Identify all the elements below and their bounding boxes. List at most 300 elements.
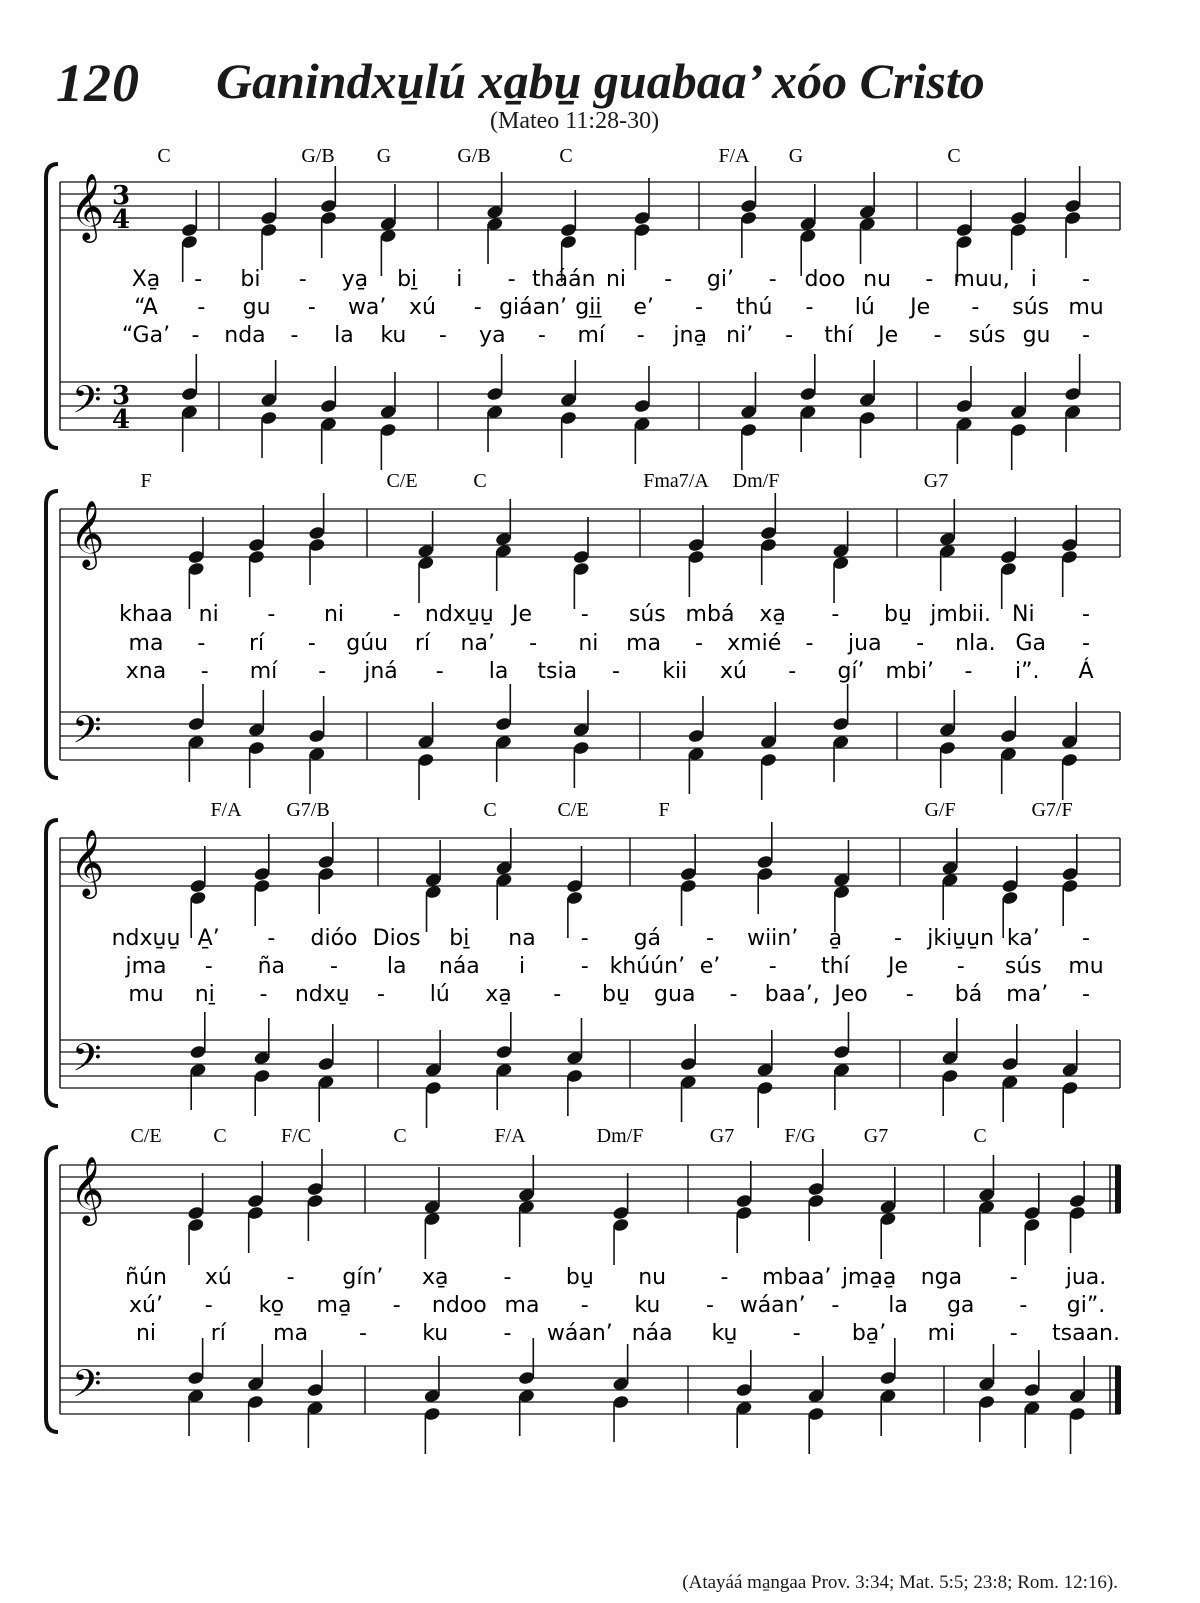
bass-note (566, 1068, 584, 1116)
tenor-note (306, 1350, 324, 1398)
soprano-note (1023, 1173, 1041, 1221)
chord-symbol: C/E (557, 799, 589, 821)
chord-symbol: F/A (718, 145, 750, 167)
lyric-hyphen: - (267, 602, 276, 627)
bass-note (181, 404, 199, 452)
bass-note (495, 734, 513, 782)
bass-note (760, 752, 778, 800)
lyric-hyphen: - (438, 323, 447, 348)
bass-note (612, 1394, 630, 1442)
time-signature-top: 3 (112, 381, 131, 411)
lyric-syllable: mbi’ (885, 659, 935, 684)
soprano-note (833, 840, 851, 888)
lyric-syllable: gua (654, 982, 696, 1007)
lyric-syllable: jma̱a̱ (841, 1265, 897, 1290)
bass-note (799, 404, 817, 452)
lyric-hyphen: - (956, 954, 965, 979)
lyric-syllable: ni (135, 1321, 157, 1346)
alto-note (1010, 222, 1028, 270)
soprano-note (308, 493, 326, 541)
soprano-note (379, 184, 397, 232)
lyric-syllable: ku (380, 323, 407, 348)
soprano-note (955, 190, 973, 238)
lyric-syllable: mu (1068, 954, 1104, 979)
lyric-syllable: gí’ (837, 659, 865, 684)
soprano-note (560, 190, 578, 238)
bass-note (833, 1062, 851, 1110)
lyric-hyphen: - (435, 659, 444, 684)
lyric-syllable: khúún’ (609, 954, 686, 979)
lyric-syllable: xa̱ (759, 602, 786, 627)
soprano-note (687, 505, 705, 553)
lyric-hyphen: - (905, 982, 914, 1007)
lyric-line-verse-1 (125, 1265, 1106, 1290)
soprano-note (518, 1155, 536, 1203)
soprano-note (486, 172, 504, 220)
lyric-syllable: mí (577, 323, 606, 348)
lyric-syllable: xú’ (129, 1293, 163, 1318)
lyric-syllable: náa (631, 1321, 673, 1346)
soprano-note (879, 1167, 897, 1215)
lyric-hyphen: - (831, 602, 840, 627)
lyric-syllable: bu̱ (884, 602, 912, 627)
lyric-line-verse-1 (112, 926, 1090, 951)
lyric-syllable: gá (633, 926, 662, 951)
lyric-syllable: xna (125, 659, 167, 684)
alto-note (679, 878, 697, 926)
soprano-note (799, 184, 817, 232)
bass-note (486, 404, 504, 452)
lyric-hyphen: - (473, 295, 482, 320)
soprano-note (978, 1155, 996, 1203)
lyric-syllable: e’ (699, 954, 721, 979)
lyric-syllable: ni̱ (194, 982, 215, 1007)
chord-symbol: F/A (210, 799, 242, 821)
lyric-syllable: muu, (953, 267, 1010, 292)
alto-note (1064, 210, 1082, 258)
lyric-hyphen: - (503, 1265, 512, 1290)
soprano-note (679, 834, 697, 882)
soprano-note (181, 190, 199, 238)
chord-symbol: C (157, 145, 171, 167)
lyric-syllable: ndxu̱u̱ (424, 602, 494, 627)
tenor-note (833, 1012, 851, 1060)
lyric-syllable: la (888, 1293, 908, 1318)
soprano-note (740, 166, 758, 214)
lyric-syllable: ya (479, 323, 506, 348)
lyric-line-verse-1 (119, 602, 1090, 627)
lyric-syllable: jua (848, 631, 882, 656)
lyric-hyphen: - (720, 1265, 729, 1290)
soprano-note (858, 172, 876, 220)
lyric-syllable: wáan’ (546, 1321, 613, 1346)
bass-note (417, 752, 435, 800)
lyric-syllable: Jeo (834, 982, 868, 1007)
lyric-syllable: gu (242, 295, 271, 320)
system-bracket (46, 1147, 58, 1432)
bass-note (740, 422, 758, 470)
lyric-hyphen: - (788, 659, 797, 684)
lyric-syllable: ku (634, 1293, 661, 1318)
lyric-syllable: bi (240, 267, 261, 292)
alto-note (858, 216, 876, 264)
soprano-note (612, 1173, 630, 1221)
chord-symbol: Dm/F (596, 1125, 644, 1147)
bass-note (560, 410, 578, 458)
soprano-note (247, 1161, 265, 1209)
tenor-note (760, 702, 778, 750)
hymn-title: Ganindxu̱lú xa̱bu̱ guabaa’ xóo Cristo (216, 53, 985, 109)
lyric-syllable: mí (249, 659, 278, 684)
tenor-note (740, 372, 758, 420)
alto-note (320, 210, 338, 258)
soprano-note (633, 178, 651, 226)
bass-clef: 𝄢 (72, 1035, 102, 1089)
lyric-syllable: Xa̱ (131, 267, 161, 292)
tenor-note (495, 684, 513, 732)
bass-clef: 𝄢 (72, 377, 102, 431)
time-signature-bottom: 4 (112, 405, 131, 435)
soprano-note (566, 846, 584, 894)
alto-note (379, 228, 397, 276)
alto-note (612, 1217, 630, 1265)
lyric-syllable: i (1030, 267, 1037, 292)
lyric-hyphen: - (267, 926, 276, 951)
tenor-note (978, 1344, 996, 1392)
bass-note (756, 1080, 774, 1128)
lyric-syllable: ni (323, 602, 345, 627)
bass-note (424, 1080, 442, 1128)
soprano-note (1061, 834, 1079, 882)
lyric-syllable: wiin’ (747, 926, 799, 951)
bass-note (1068, 1406, 1086, 1454)
lyric-syllable: mi (927, 1321, 956, 1346)
soprano-note (417, 511, 435, 559)
lyric-hyphen: - (286, 1265, 295, 1290)
lyric-syllable: ku (422, 1321, 449, 1346)
lyric-hyphen: - (358, 1321, 367, 1346)
lyric-syllable: bu̱ (602, 982, 630, 1007)
lyric-syllable: rí (249, 631, 265, 656)
soprano-note (424, 840, 442, 888)
lyric-syllable: e’ (633, 295, 654, 320)
lyric-syllable: bu̱ (565, 1265, 594, 1290)
cross-references-footer: (Atayáá ma̱ngaa Prov. 3:34; Mat. 5:5; 23:8; Rom. 12:16). (682, 1572, 1118, 1593)
bass-note (317, 1074, 335, 1122)
lyric-hyphen: - (191, 323, 200, 348)
lyric-syllable: ku̱ (711, 1321, 738, 1346)
soprano-note (760, 493, 778, 541)
tenor-note (187, 684, 205, 732)
tenor-note (189, 1012, 207, 1060)
lyric-line-verse-3 (126, 658, 1094, 684)
lyric-syllable: nla. (955, 631, 996, 656)
lyric-syllable: a̱ (828, 926, 843, 951)
lyric-syllable: rí (210, 1321, 226, 1346)
lyric-syllable: wa’ (347, 295, 387, 320)
lyric-hyphen: - (694, 295, 703, 320)
lyric-syllable: la (488, 659, 509, 684)
bass-staff (60, 1366, 1120, 1414)
lyric-syllable: bá (954, 982, 983, 1007)
lyric-hyphen: - (894, 926, 902, 951)
lyric-syllable: mu (128, 982, 164, 1007)
bass-note (306, 1400, 324, 1448)
lyric-syllable: ni (198, 602, 219, 627)
lyric-syllable: gúu (346, 631, 389, 656)
chord-symbol: C (973, 1125, 987, 1147)
chord-symbol: C (473, 470, 487, 492)
alto-note (417, 555, 435, 603)
tenor-note (248, 690, 266, 738)
alto-note (1068, 1205, 1086, 1253)
lyric-syllable: gi’ (706, 267, 734, 292)
lyric-syllable: jmbii. (930, 602, 992, 627)
tenor-note (260, 360, 278, 408)
lyric-syllable: wáan’ (739, 1293, 806, 1318)
lyric-hyphen: - (307, 631, 316, 656)
lyric-syllable: jna̱ (673, 323, 707, 348)
tenor-note (495, 1012, 513, 1060)
tenor-note (308, 696, 326, 744)
system-bracket (46, 820, 58, 1106)
tenor-note (679, 1024, 697, 1072)
lyric-hyphen: - (318, 659, 327, 684)
lyric-syllable: Je (878, 323, 899, 348)
bass-note (1023, 1400, 1041, 1448)
lyric-syllable: thí (824, 323, 853, 348)
lyric-syllable: gi”. (1066, 1293, 1106, 1318)
chord-symbol: C/E (386, 470, 418, 492)
alto-note (495, 872, 513, 920)
tenor-note (187, 1338, 205, 1386)
bass-note (832, 734, 850, 782)
lyric-hyphen: - (204, 1293, 213, 1318)
treble-clef: 𝄞 (70, 1155, 105, 1223)
lyric-syllable: la (386, 954, 407, 979)
tenor-note (566, 1018, 584, 1066)
tenor-note (939, 690, 957, 738)
treble-clef: 𝄞 (70, 172, 105, 240)
lyric-line-verse-3 (136, 1321, 1120, 1346)
soprano-note (320, 166, 338, 214)
lyric-syllable: ya̱ (341, 267, 369, 292)
alto-note (260, 222, 278, 270)
lyric-hyphen: - (1082, 982, 1090, 1007)
alto-note (833, 884, 851, 932)
tenor-note (1061, 1030, 1079, 1078)
lyric-hyphen: - (933, 323, 942, 348)
lyric-syllable: i (518, 954, 526, 979)
lyric-syllable: kii (662, 659, 688, 684)
chord-symbol: C/E (130, 1125, 162, 1147)
lyric-hyphen: - (200, 659, 209, 684)
lyric-syllable: sús (1012, 295, 1050, 320)
alto-note (939, 543, 957, 591)
tenor-note (486, 354, 504, 402)
lyric-hyphen: - (612, 659, 620, 684)
lyric-hyphen: - (785, 323, 794, 348)
lyric-syllable: na (508, 926, 536, 951)
alto-note (687, 549, 705, 597)
tenor-note (424, 1030, 442, 1078)
lyric-hyphen: - (194, 267, 203, 292)
bass-note (260, 410, 278, 458)
tenor-note (423, 1356, 441, 1404)
soprano-note (495, 828, 513, 876)
lyric-syllable: gín’ (342, 1265, 384, 1290)
soprano-note (495, 499, 513, 547)
lyric-hyphen: - (805, 295, 814, 320)
lyric-hyphen: - (507, 267, 516, 292)
bass-note (978, 1394, 996, 1442)
lyric-syllable: giáan’ (499, 295, 568, 320)
soprano-note (1000, 517, 1018, 565)
lyric-hyphen: - (964, 659, 973, 684)
bass-note (939, 740, 957, 788)
lyric-hyphen: - (1082, 631, 1090, 656)
lyric-syllable: bi̱ (397, 267, 418, 292)
system-bracket (46, 164, 58, 448)
bass-staff (60, 712, 1120, 760)
soprano-note (1061, 505, 1079, 553)
bass-note (247, 1394, 265, 1442)
tenor-note (1061, 702, 1079, 750)
lyric-syllable: tsaan. (1052, 1321, 1120, 1346)
lyric-hyphen: - (197, 631, 206, 656)
lyric-hyphen: - (377, 982, 385, 1007)
alto-note (832, 555, 850, 603)
lyric-line-verse-2 (129, 1293, 1105, 1318)
lyric-syllable: Je (511, 602, 533, 627)
lyric-hyphen: - (553, 982, 562, 1007)
soprano-note (189, 846, 207, 894)
lyric-syllable: ga (946, 1293, 975, 1318)
lyric-syllable: baa’, (764, 982, 820, 1007)
lyric-syllable: nga (920, 1265, 963, 1290)
lyric-syllable: khaa (119, 602, 173, 627)
chord-symbol: F/C (280, 1125, 312, 1147)
lyric-syllable: la (334, 323, 354, 348)
tenor-note (687, 696, 705, 744)
lyric-syllable: ma (273, 1321, 309, 1346)
lyric-hyphen: - (580, 602, 589, 627)
bass-note (633, 416, 651, 464)
bass-note (735, 1400, 753, 1448)
bass-note (187, 1388, 205, 1436)
treble-clef: 𝄞 (70, 828, 105, 896)
alto-note (735, 1205, 753, 1253)
tenor-note (612, 1344, 630, 1392)
alto-note (306, 1193, 324, 1241)
alto-note (317, 866, 335, 914)
lyric-syllable: ndxu̱u̱ (111, 926, 181, 951)
lyric-syllable: mu (1068, 295, 1104, 320)
lyric-syllable: i”. (1014, 659, 1040, 684)
tenor-note (572, 690, 590, 738)
chord-symbol: G/F (924, 799, 956, 821)
hymn-number: 120 (56, 53, 140, 113)
bass-note (253, 1068, 271, 1116)
lyric-syllable: xú (720, 659, 747, 684)
time-signature-top: 3 (112, 181, 131, 211)
chord-symbol: G/B (457, 145, 491, 167)
alto-note (740, 210, 758, 258)
lyric-hyphen: - (1082, 926, 1090, 951)
alto-note (756, 866, 774, 914)
soprano-note (187, 517, 205, 565)
alto-note (248, 549, 266, 597)
lyric-hyphen: - (330, 954, 338, 979)
treble-staff (60, 838, 1120, 886)
bass-note (807, 1406, 825, 1454)
lyric-hyphen: - (580, 954, 589, 979)
lyric-hyphen: - (1019, 1293, 1028, 1318)
tenor-note (1000, 696, 1018, 744)
lyric-syllable: nu (638, 1265, 667, 1290)
tenor-note (560, 360, 578, 408)
bass-note (1001, 1074, 1019, 1122)
lyric-syllable: doo (804, 267, 846, 292)
soprano-note (1064, 166, 1082, 214)
bass-note (189, 1062, 207, 1110)
bass-note (679, 1074, 697, 1122)
chord-symbol: G (788, 145, 804, 167)
bass-note (187, 734, 205, 782)
tenor-note (955, 366, 973, 414)
tenor-note (858, 360, 876, 408)
tenor-note (1064, 354, 1082, 402)
tenor-note (941, 1018, 959, 1066)
lyric-hyphen: - (706, 1293, 714, 1318)
lyric-syllable: jua. (1065, 1265, 1107, 1290)
bass-note (572, 740, 590, 788)
treble-clef: 𝄞 (70, 499, 105, 567)
lyric-syllable: thí (820, 954, 850, 979)
lyric-syllable: jma (125, 954, 167, 979)
chord-symbol: F (658, 799, 670, 821)
lyric-syllable: xa̱ (421, 1265, 449, 1290)
lyric-syllable: xmié (727, 631, 782, 656)
tenor-note (417, 702, 435, 750)
lyric-syllable: jná (364, 659, 398, 684)
lyric-line-verse-2 (129, 631, 1090, 656)
lyric-hyphen: - (1082, 267, 1090, 292)
lyric-syllable: ma̱ (316, 1293, 352, 1318)
soprano-note (1068, 1161, 1086, 1209)
lyric-syllable: Á (1078, 659, 1094, 684)
lyric-hyphen: - (204, 954, 213, 979)
tenor-note (1023, 1350, 1041, 1398)
lyric-hyphen: - (768, 954, 777, 979)
scripture-reference: (Mateo 11:28-30) (490, 108, 660, 134)
lyric-syllable: bi̱ (449, 926, 470, 951)
lyric-line-verse-3 (128, 982, 1090, 1007)
lyric-syllable: A̱’ (197, 926, 220, 951)
lyric-hyphen: - (706, 926, 714, 951)
chord-symbol: G7 (923, 470, 949, 492)
lyric-syllable: Ga (1015, 631, 1046, 656)
tenor-note (1001, 1024, 1019, 1072)
lyric-syllable: i (456, 267, 463, 292)
alto-note (187, 1217, 205, 1265)
lyric-syllable: rí (414, 631, 431, 656)
lyric-hyphen: - (971, 295, 980, 320)
tenor-note (633, 366, 651, 414)
lyric-syllable: xa̱ (485, 982, 512, 1007)
soprano-note (939, 499, 957, 547)
lyric-syllable: ma (626, 631, 662, 656)
